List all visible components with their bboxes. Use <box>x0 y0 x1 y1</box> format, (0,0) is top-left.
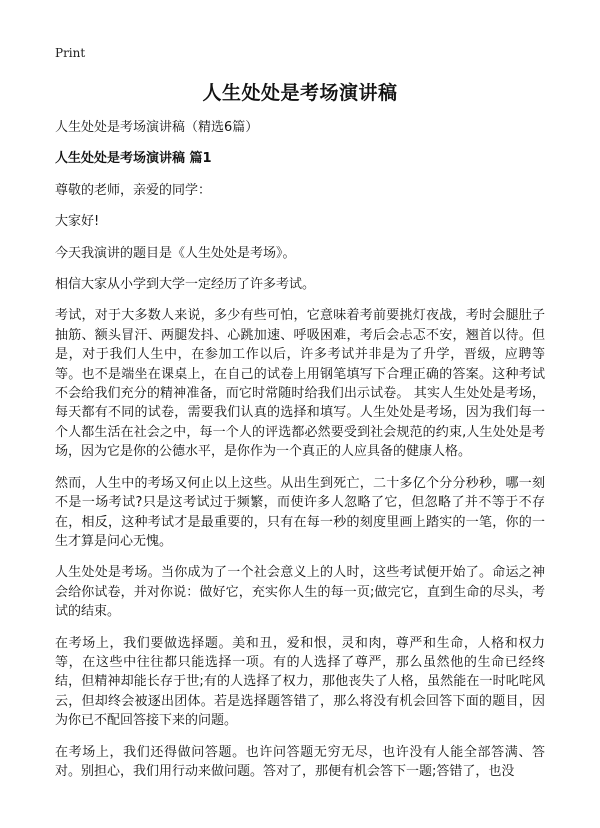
paragraph-body: 在考场上，我们还得做问答题。也许问答题无穷无尽，也许没有人能全部答满、答对。别担心，我们用行动来做问题。答对了，那便有机会答下一题;答错了，也没 <box>55 744 545 779</box>
paragraph-greeting: 尊敬的老师，亲爱的同学： <box>55 182 212 198</box>
paragraph-exams-intro: 相信大家从小学到大学一定经历了许多考试。 <box>55 277 316 293</box>
paragraph-body: 在考场上，我们要做选择题。美和丑，爱和恨，灵和肉，尊严和生命，人格和权力等，在这些中往往都只能选择一项。有的人选择了尊严，那么虽然他的生命已经终结，但精神却能长存于世;有的人选择了权力，那他丧失了人格，虽然能在一时叱咤风云，但却终会被逐出团体。若是选择题答错了，那么将没有机会回答下面的题目，因为你已不配回答接下来的问题。 <box>55 635 545 729</box>
page-title: 人生处处是考场演讲稿 <box>202 82 398 104</box>
section-heading: 人生处处是考场演讲稿 篇1 <box>55 151 212 167</box>
document-body <box>55 118 545 793</box>
paragraph-body: 考试，对于大多数人来说，多少有些可怕，它意味着考前要挑灯夜战，考时会腿肚子抽筋、额头冒汗、两腿发抖、心跳加速、呼吸困难，考后会忐忑不安，翘首以待。但是，对于我们人生中，在参加工作以后，许多考试并非是为了升学，晋级，应聘等等。也不是端坐在课桌上，在自己的试卷上用钢笔填写下合理正确的答案。这种考试不会给我们充分的精神准备，而它时常随时给我们出示试卷。 其实人生处处是考场，每天都有不同的试卷，需要我们认真的选择和填写。人生处处是考场，因为我们每一个人都生活在社会之中，每一个人的评选都必然要受到社会规范的约束,人生处处是考场，因为它是你的公德水平，是你作为一个真正的人应具备的健康人格。 <box>55 308 545 460</box>
print-link[interactable]: Print <box>55 46 86 60</box>
document-subtitle: 人生处处是考场演讲稿（精选6篇） <box>55 120 259 135</box>
paragraph-topic: 今天我演讲的题目是《人生处处是考场》。 <box>55 245 296 261</box>
paragraph-body: 人生处处是考场。当你成为了一个社会意义上的人时，这些考试便开始了。命运之神会给你试卷，并对你说：做好它，充实你人生的每一页;做完它，直到生命的尽头，考试的结束。 <box>55 565 545 620</box>
paragraph-hello: 大家好! <box>55 214 100 230</box>
paragraph-body: 然而，人生中的考场又何止以上这些。从出生到死亡，二十多亿个分分秒秒，哪一刻不是一场考试?只是这考试过于频繁，而使许多人忽略了它，但忽略了并不等于不存在，相反，这种考试才是最重要的，只有在每一秒的刻度里画上踏实的一笔，你的一生才算是问心无愧。 <box>55 475 545 549</box>
